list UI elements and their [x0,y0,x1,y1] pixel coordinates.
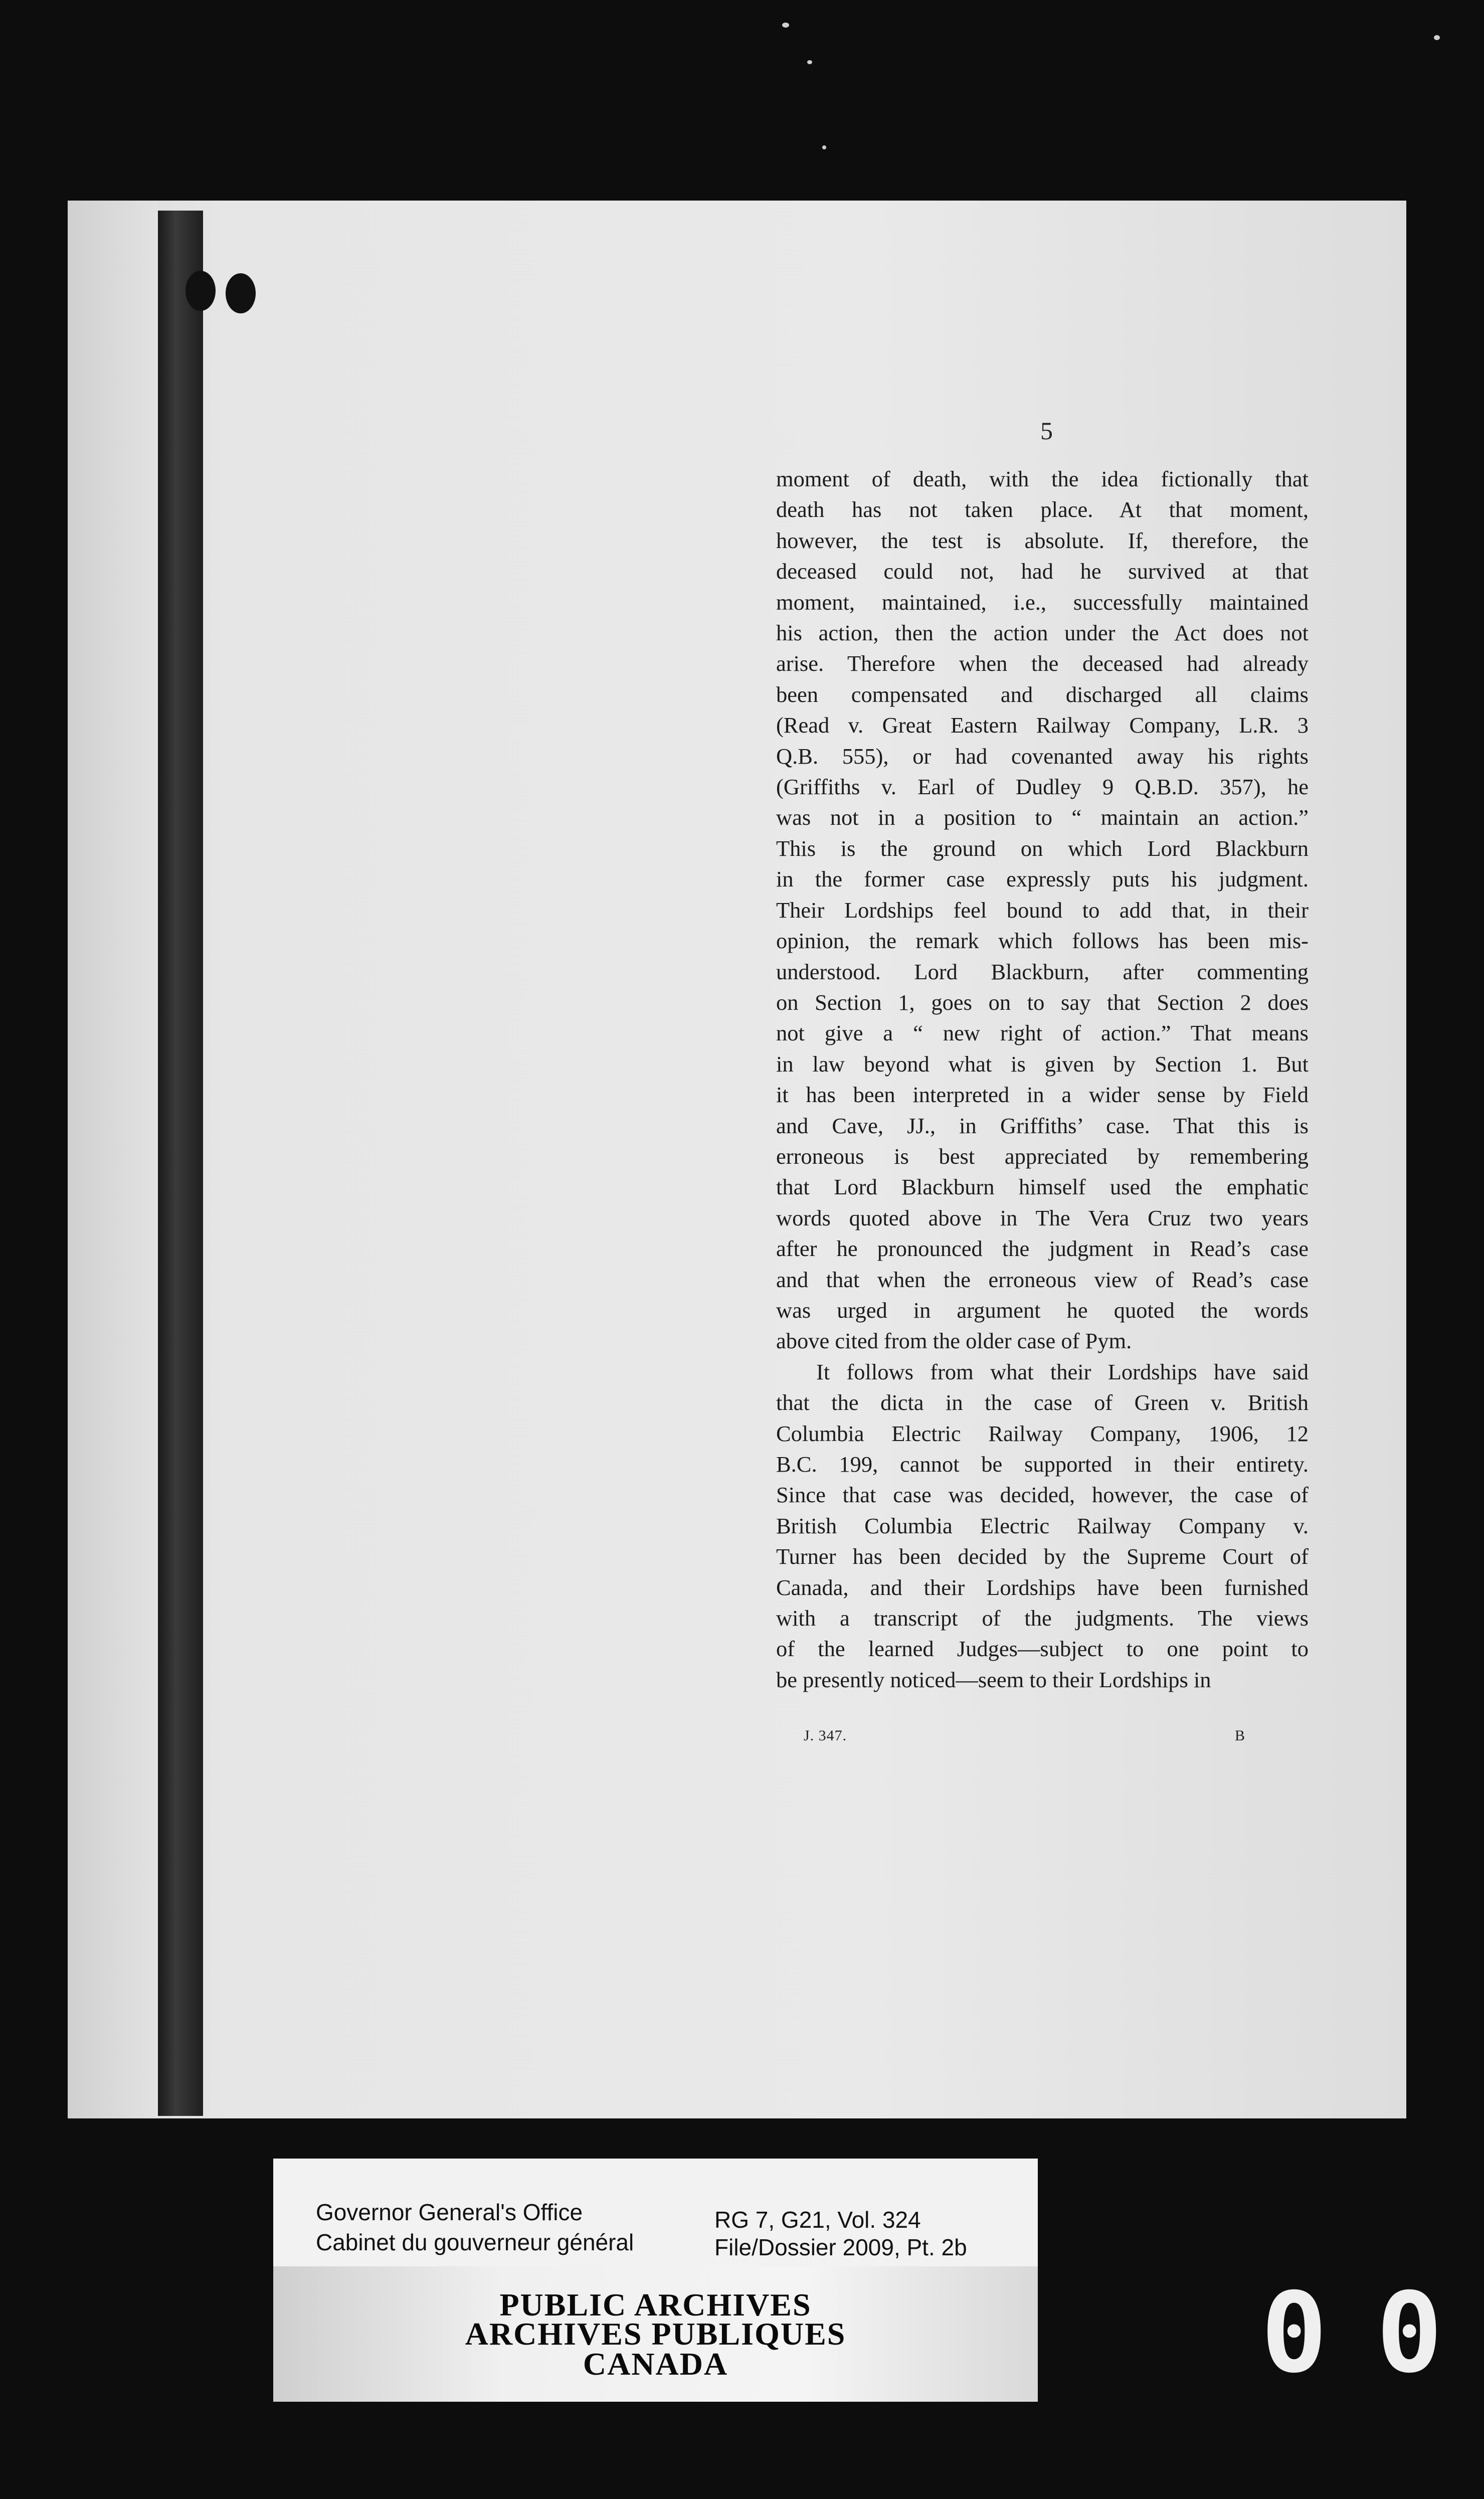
text-line: death has not taken place. At that moment, [776,497,1309,522]
text-line: moment, maintained, i.e., successfully maintained [776,589,1309,615]
frame-counter-digit: 0 [1261,2269,1328,2397]
text-line: arise. Therefore when the deceased had already [776,651,1309,676]
office-name-french: Cabinet du gouverneur général [316,2229,634,2255]
archive-stamp [273,2266,1038,2402]
footer-signature-mark: J. 347. [804,1727,847,1744]
text-line: was urged in argument he quoted the words [776,1297,1309,1323]
archive-stamp-line: PUBLIC ARCHIVES [499,2287,812,2323]
text-line: and Cave, JJ., in Griffiths’ case. That this is [776,1113,1309,1138]
text-line: after he pronounced the judgment in Read’s case [776,1236,1309,1262]
text-line: not give a “ new right of action.” That means [776,1020,1309,1046]
text-line: Since that case was decided, however, the case of [776,1482,1309,1508]
body-text [776,464,1309,1695]
text-line: it has been interpreted in a wider sense by Field [776,1082,1309,1108]
text-line: be presently noticed—seem to their Lordships in [776,1667,1211,1692]
text-line: that Lord Blackburn himself used the emphatic [776,1174,1309,1200]
dust-speck [1434,35,1440,40]
text-line: however, the test is absolute. If, therefore, the [776,527,1309,553]
text-line: moment of death, with the idea fictionally that [776,466,1309,491]
text-line: in law beyond what is given by Section 1. But [776,1051,1309,1077]
text-line: Q.B. 555), or had covenanted away his rights [776,743,1309,769]
text-line: deceased could not, had he survived at that [776,559,1309,584]
text-line: that the dicta in the case of Green v. British [776,1390,1309,1415]
text-line: words quoted above in The Vera Cruz two years [776,1205,1309,1230]
text-line: (Griffiths v. Earl of Dudley 9 Q.B.D. 357), he [776,774,1309,800]
text-line: above cited from the older case of Pym. [776,1328,1132,1354]
dust-speck [807,60,812,64]
binding-shadow [158,211,203,2116]
text-line: in the former case expressly puts his judgment. [776,866,1309,892]
text-line: Columbia Electric Railway Company, 1906, 12 [776,1420,1309,1446]
archive-stamp-line: ARCHIVES PUBLIQUES [465,2316,846,2352]
text-line: opinion, the remark which follows has been mis- [776,928,1309,954]
office-name-english: Governor General's Office [316,2199,583,2225]
text-line: It follows from what their Lordships have said [816,1359,1309,1384]
text-line: British Columbia Electric Railway Company v. [776,1513,1309,1538]
file-reference: File/Dossier 2009, Pt. 2b [714,2234,967,2260]
record-group-reference: RG 7, G21, Vol. 324 [714,2207,921,2233]
text-line: and that when the erroneous view of Read’s case [776,1267,1309,1292]
text-line: This is the ground on which Lord Blackburn [776,835,1309,861]
archive-stamp-line: CANADA [583,2346,728,2382]
text-line: understood. Lord Blackburn, after commenting [776,959,1309,984]
text-line: Their Lordships feel bound to add that, in their [776,897,1309,923]
text-line: of the learned Judges—subject to one point to [776,1636,1309,1662]
text-line: with a transcript of the judgments. The views [776,1605,1309,1631]
text-line: been compensated and discharged all claims [776,681,1309,707]
text-line: erroneous is best appreciated by remembering [776,1143,1309,1169]
text-line: (Read v. Great Eastern Railway Company, L.R. 3 [776,712,1309,738]
text-line: on Section 1, goes on to say that Section 2 does [776,989,1309,1015]
text-line: Turner has been decided by the Supreme Court of [776,1544,1309,1569]
punch-hole [226,273,256,313]
dust-speck [822,145,826,149]
page-number: 5 [1040,417,1053,445]
text-line: his action, then the action under the Act does not [776,620,1309,646]
text-line: B.C. 199, cannot be supported in their entirety. [776,1452,1309,1477]
frame-counter-digit: 0 [1376,2269,1443,2397]
text-line: Canada, and their Lordships have been furnished [776,1574,1309,1600]
text-line: was not in a position to “ maintain an action.” [776,805,1309,830]
footer-gathering-mark: B [1235,1727,1245,1744]
page-margin [68,201,158,2118]
dust-speck [782,23,789,28]
punch-hole [186,271,216,311]
